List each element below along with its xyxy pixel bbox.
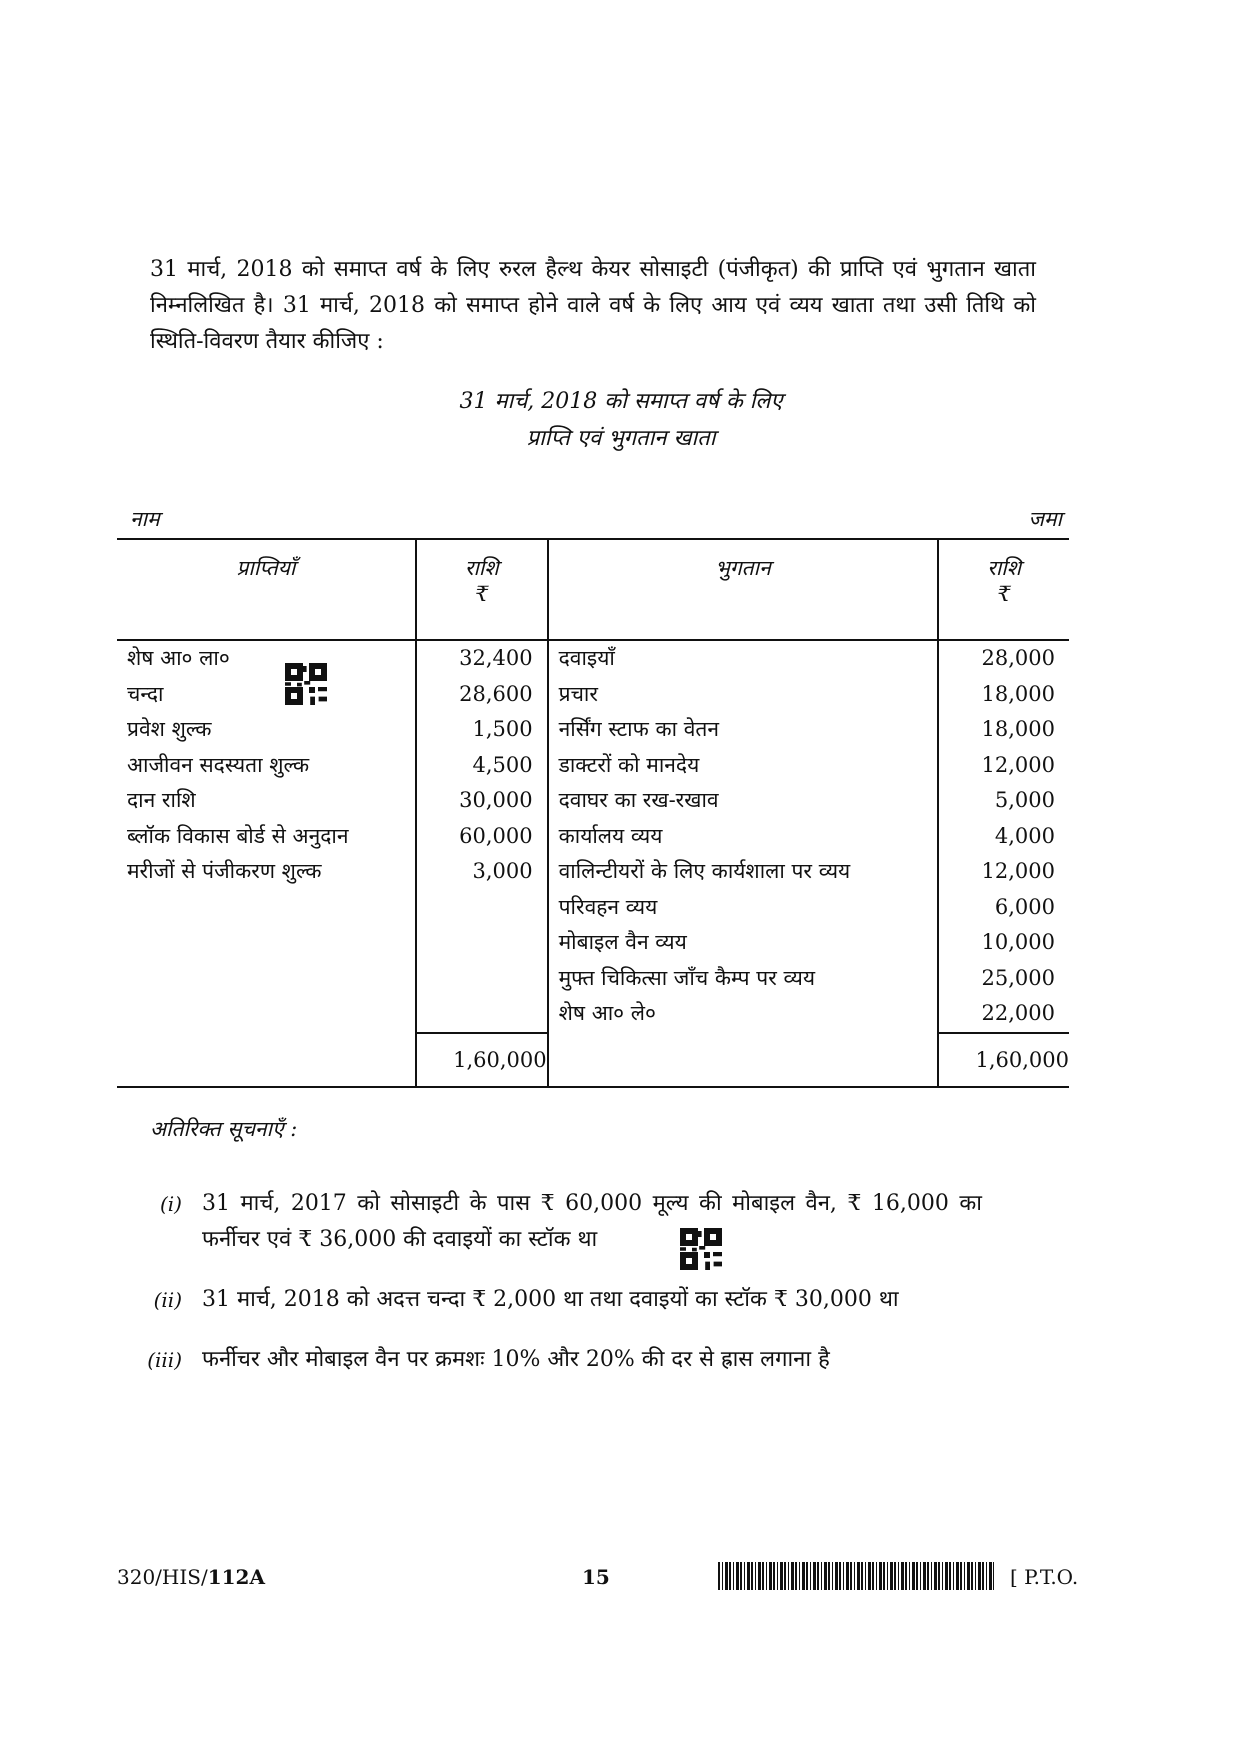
receipts-amounts xyxy=(416,640,548,1033)
receipt-amount: 1,500 xyxy=(472,717,533,741)
paper-code: 320/HIS/112A xyxy=(117,1565,265,1589)
receipt-amount: 32,400 xyxy=(459,646,533,670)
note-text: 31 मार्च, 2018 को अदत्त चन्दा ₹ 2,000 था तथा दवाइयों का स्टॉक ₹ 30,000 था xyxy=(202,1287,899,1312)
payments-amount-header: राशि ₹ xyxy=(938,539,1069,640)
payment-amount: 18,000 xyxy=(981,717,1055,741)
receipt-item: प्रवेश शुल्क xyxy=(127,717,212,741)
payment-amount: 6,000 xyxy=(994,894,1055,919)
payment-item: मुफ्त चिकित्सा जाँच कैम्प पर व्यय xyxy=(558,965,815,990)
table-total-row xyxy=(117,1033,1069,1087)
receipts-items xyxy=(117,640,416,1033)
payment-item: शेष आ० ले० xyxy=(558,1001,656,1025)
receipt-amount: 30,000 xyxy=(459,788,533,812)
receipt-amount: 60,000 xyxy=(459,823,533,848)
receipt-item: आजीवन सदस्यता शुल्क xyxy=(127,752,310,777)
question-text: 31 मार्च, 2018 को समाप्त वर्ष के लिए रुरल हैल्थ केयर सोसाइटी (पंजीकृत) की प्राप्ति एवं भुगतान खाता निम्नलिखित है। 31 मार्च, 2018 को समाप्त होने वाले वर्ष के लिए आय एवं व्यय खाता तथा उसी तिथि को स्थिति-विवरण तैयार कीजिए : xyxy=(150,257,1036,354)
payment-amount: 12,000 xyxy=(981,859,1055,883)
payment-item: कार्यालय व्यय xyxy=(558,823,663,848)
qr-code-icon xyxy=(285,663,327,705)
payment-item: डाक्टरों को मानदेय xyxy=(558,752,700,777)
receipts-amount-header: राशि ₹ xyxy=(416,539,548,640)
note-item xyxy=(140,1282,1040,1318)
payments-amounts xyxy=(938,640,1069,1033)
note-item xyxy=(140,1186,1040,1258)
payment-amount: 5,000 xyxy=(994,788,1055,812)
barcode xyxy=(718,1562,994,1590)
receipt-amount: 28,600 xyxy=(459,681,533,706)
page-number: 15 xyxy=(582,1565,610,1589)
receipt-item: शेष आ० ला० xyxy=(127,646,230,670)
payment-amount: 12,000 xyxy=(981,752,1055,777)
payment-amount: 18,000 xyxy=(981,681,1055,706)
payments-header: भुगतान xyxy=(548,539,939,640)
receipt-item: दान राशि xyxy=(127,788,196,812)
receipts-header: प्राप्तियाँ xyxy=(117,539,416,640)
note-number: (iii) xyxy=(147,1348,182,1372)
payment-item: मोबाइल वैन व्यय xyxy=(558,930,687,954)
note-text: फर्नीचर और मोबाइल वैन पर क्रमशः 10% और 20% की दर से ह्रास लगाना है xyxy=(202,1347,830,1372)
table-body-row xyxy=(117,640,1069,1033)
total-payments: 1,60,000 xyxy=(938,1033,1069,1087)
payment-amount: 4,000 xyxy=(994,823,1055,848)
receipt-amount: 4,500 xyxy=(472,752,533,777)
total-receipts: 1,60,000 xyxy=(416,1033,548,1087)
payment-item: वालिन्टीयरों के लिए कार्यशाला पर व्यय xyxy=(558,859,851,883)
debit-label: नाम xyxy=(130,507,160,531)
account-title-line1: 31 मार्च, 2018 को समाप्त वर्ष के लिए xyxy=(459,389,783,414)
note-text: 31 मार्च, 2017 को सोसाइटी के पास ₹ 60,000 मूल्य की मोबाइल वैन, ₹ 16,000 का फर्नीचर एवं ₹ 36,000 की दवाइयों का स्टॉक था xyxy=(202,1191,982,1252)
payments-items xyxy=(548,640,939,1033)
payment-amount: 28,000 xyxy=(981,646,1055,670)
note-item xyxy=(140,1342,1040,1378)
receipt-amount: 3,000 xyxy=(472,859,533,883)
pto-label: [ P.T.O. xyxy=(1010,1565,1079,1589)
payment-amount: 25,000 xyxy=(981,965,1055,990)
payment-item: प्रचार xyxy=(558,681,598,706)
receipt-item: चन्दा xyxy=(127,681,164,706)
account-title-line2: प्राप्ति एवं भुगतान खाता xyxy=(526,426,716,451)
payment-item: दवाघर का रख-रखाव xyxy=(558,788,719,812)
payment-item: नर्सिंग स्टाफ का वेतन xyxy=(558,717,720,741)
additional-info-heading: अतिरिक्त सूचनाएँ : xyxy=(150,1117,298,1141)
payment-amount: 22,000 xyxy=(981,1001,1055,1025)
payment-item: परिवहन व्यय xyxy=(558,894,658,919)
receipts-payments-account-table xyxy=(117,538,1069,1088)
note-number: (i) xyxy=(159,1192,182,1216)
note-number: (ii) xyxy=(153,1288,182,1312)
receipt-item: मरीजों से पंजीकरण शुल्क xyxy=(127,859,322,883)
payment-item: दवाइयाँ xyxy=(558,646,615,670)
payment-amount: 10,000 xyxy=(981,930,1055,954)
credit-label: जमा xyxy=(1028,507,1062,531)
table-header-row xyxy=(117,539,1069,640)
receipt-item: ब्लॉक विकास बोर्ड से अनुदान xyxy=(127,823,349,848)
